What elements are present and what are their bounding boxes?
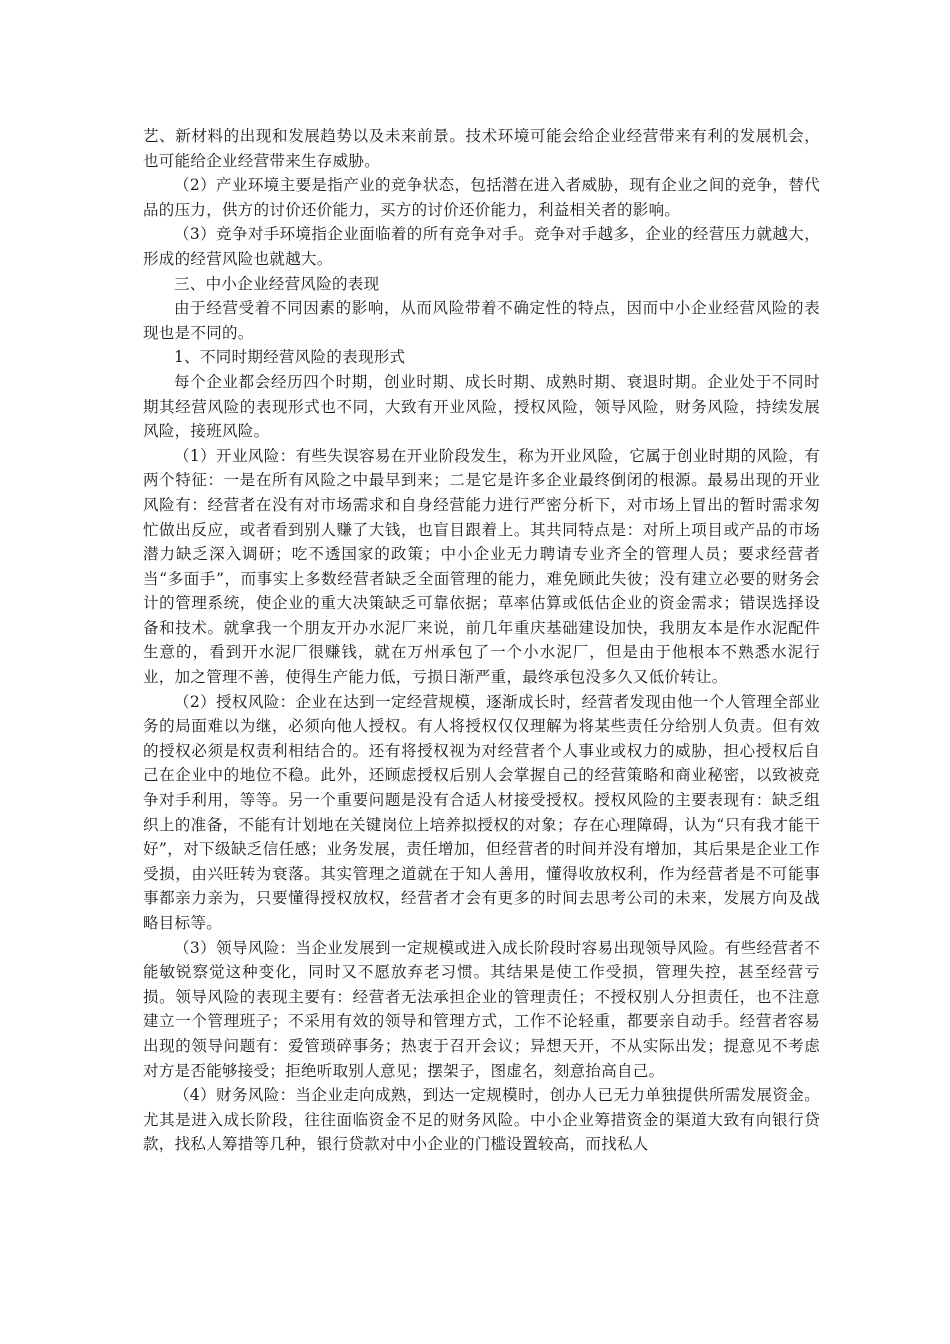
subheading-periods: 1、不同时期经营风险的表现形式	[174, 348, 406, 367]
section-heading-risk-manifestation: 三、中小企业经营风险的表现	[174, 274, 380, 293]
paragraph-startup-risk: （1）开业风险：有些失误容易在开业阶段发生，称为开业风险，它属于创业时期的风险，有两个特征：一是在所有风险之中最早到来；二是它是许多企业最终倒闭的根源。最易出现的开业风险有：经营者在没有对市场需求和自身经营能力进行严密分析下，对市场上冒出的暂时需求匆忙做出反应，或者看到别人赚了大钱，也盲目跟着上。其共同特点是：对所上项目或产品的市场潜力缺乏深入调研；吃不透国家的政策；中小企业无力聘请专业齐全的管理人员；要求经营者当“多面手”，而事实上多数经营者缺乏全面管理的能力，难免顾此失彼；没有建立必要的财务会计的管理系统，使企业的重大决策缺乏可靠依据；草率估算或低估企业的资金需求；错误选择设备和技术。就拿我一个朋友开办水泥厂来说，前几年重庆基础建设加快，我朋友本是作水泥配件生意的，看到开水泥厂很赚钱，就在万州承包了一个小水泥厂，但是由于他根本不熟悉水泥行业，加之管理不善，使得生产能力低，亏损日渐严重，最终承包没多久又低价转让。	[143, 446, 820, 687]
paragraph-financial-risk: （4）财务风险：当企业走向成熟，到达一定规模时，创办人已无力单独提供所需发展资金。尤其是进入成长阶段，往往面临资金不足的财务风险。中小企业筹措资金的渠道大致有向银行贷款，找私人筹措等几种，银行贷款对中小企业的门槛设置较高，而找私人	[143, 1086, 820, 1154]
paragraph-industry-environment: （2）产业环境主要是指产业的竞争状态，包括潜在进入者威胁，现有企业之间的竞争，替代品的压力，供方的讨价还价能力，买方的讨价还价能力，利益相关者的影响。	[143, 176, 820, 219]
paragraph-authorization-risk: （2）授权风险：企业在达到一定经营规模，逐渐成长时，经营者发现由他一个人管理全部业务的局面难以为继，必须向他人授权。有人将授权仅仅理解为将某些责任分给别人负责。但有效的授权必须是权责利相结合的。还有将授权视为对经营者个人事业或权力的威胁，担心授权后自己在企业中的地位不稳。此外，还顾虑授权后别人会掌握自己的经营策略和商业秘密，以致被竞争对手利用，等等。另一个重要问题是没有合适人材接受授权。授权风险的主要表现有：缺乏组织上的准备，不能有计划地在关键岗位上培养拟授权的对象；存在心理障碍，认为“只有我才能干好”，对下级缺乏信任感；业务发展，责任增加，但经营者的时间并没有增加，其后果是企业工作受损，由兴旺转为衰落。其实管理之道就在于知人善用，懂得收放权利，作为经营者是不可能事事都亲力亲为，只要懂得授权放权，经营者才会有更多的时间去思考公司的未来，发展方向及战略目标等。	[143, 692, 820, 932]
paragraph-four-periods: 每个企业都会经历四个时期，创业时期、成长时期、成熟时期、衰退时期。企业处于不同时期其经营风险的表现形式也不同，大致有开业风险，授权风险，领导风险，财务风险，持续发展风险，接班风险。	[143, 372, 820, 441]
paragraph-competitor-environment: （3）竞争对手环境指企业面临着的所有竞争对手。竞争对手越多，企业的经营压力就越大，形成的经营风险也就越大。	[143, 225, 820, 268]
paragraph-tech-environment-cont: 艺、新材料的出现和发展趋势以及未来前景。技术环境可能会给企业经营带来有利的发展机会，也可能给企业经营带来生存威胁。	[143, 127, 820, 170]
paragraph-risk-intro: 由于经营受着不同因素的影响，从而风险带着不确定性的特点，因而中小企业经营风险的表现也是不同的。	[143, 299, 820, 342]
paragraph-leadership-risk: （3）领导风险：当企业发展到一定规模或进入成长阶段时容易出现领导风险。有些经营者不能敏锐察觉这种变化，同时又不愿放弃老习惯。其结果是使工作受损，管理失控，甚至经营亏损。领导风险的表现主要有：经营者无法承担企业的管理责任；不授权别人分担责任，也不注意建立一个管理班子；不采用有效的领导和管理方式，工作不论轻重，都要亲自动手。经营者容易出现的领导问题有：爱管琐碎事务；热衷于召开会议；异想天开，不从实际出发；提意见不考虑对方是否能够接受；拒绝听取别人意见；摆架子，图虚名，刻意抬高自己。	[143, 938, 820, 1080]
